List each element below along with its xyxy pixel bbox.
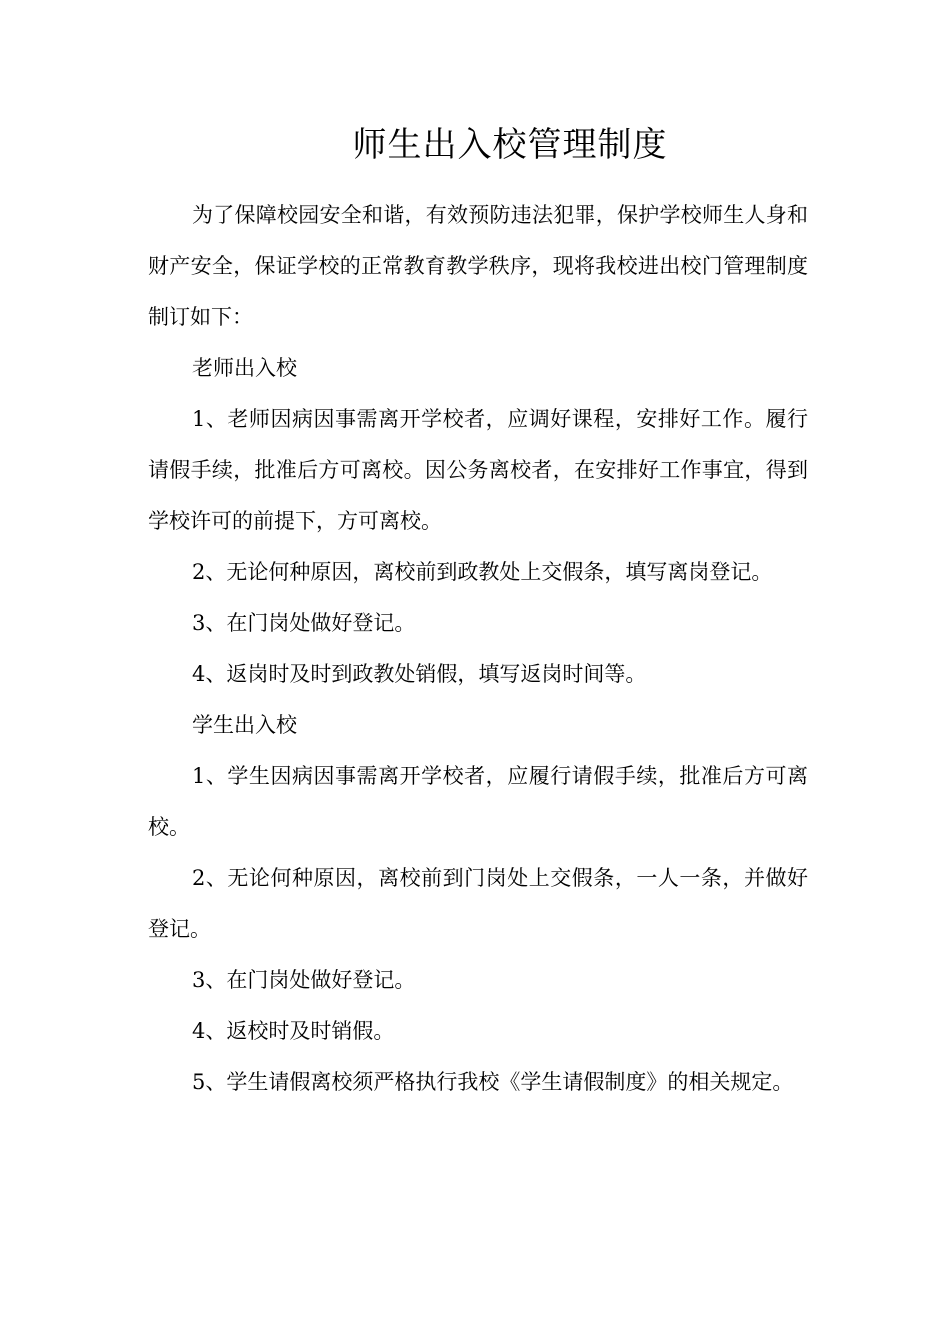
teacher-rule-4: 4、返岗时及时到政教处销假，填写返岗时间等。 <box>192 662 647 686</box>
document-body <box>148 190 808 1108</box>
teacher-rule-3: 3、在门岗处做好登记。 <box>192 611 416 635</box>
intro-paragraph: 为了保障校园安全和谐，有效预防违法犯罪，保护学校师生人身和财产安全，保证学校的正常教育教学秩序，现将我校进出校门管理制度制订如下： <box>148 203 808 329</box>
student-rule-3: 3、在门岗处做好登记。 <box>192 968 416 992</box>
teacher-rule-1: 1、老师因病因事需离开学校者，应调好课程，安排好工作。履行请假手续，批准后方可离校。因公务离校者，在安排好工作事宜，得到学校许可的前提下，方可离校。 <box>148 407 808 533</box>
section-heading-students: 学生出入校 <box>192 713 297 737</box>
student-rule-1: 1、学生因病因事需离开学校者，应履行请假手续，批准后方可离校。 <box>148 764 808 839</box>
student-rule-4: 4、返校时及时销假。 <box>192 1019 395 1043</box>
document-title: 师生出入校管理制度 <box>352 125 668 165</box>
student-rule-5: 5、学生请假离校须严格执行我校《学生请假制度》的相关规定。 <box>192 1070 794 1094</box>
teacher-rule-2: 2、无论何种原因，离校前到政教处上交假条，填写离岗登记。 <box>192 560 773 584</box>
student-rule-2: 2、无论何种原因，离校前到门岗处上交假条，一人一条，并做好登记。 <box>148 866 808 941</box>
section-heading-teachers: 老师出入校 <box>192 356 297 380</box>
